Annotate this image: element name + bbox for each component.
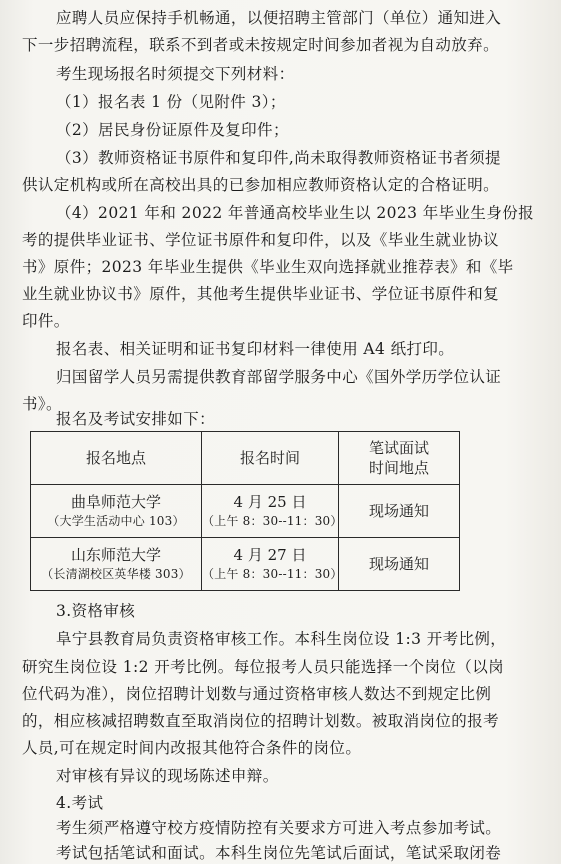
text-line: 考的提供毕业证书、学位证书原件和复印件，以及《毕业生就业协议 (22, 231, 500, 249)
time-note: （上午 8：30--11：30） (202, 567, 343, 581)
schedule-table (30, 431, 460, 591)
text-line: 人员,可在规定时间内改报其他符合条件的岗位。 (22, 739, 362, 757)
text-line: 阜宁县教育局负责资格审核工作。本科生岗位设 1:3 开考比例， (56, 630, 507, 648)
text-line: 下一步招聘流程，联系不到者或未按规定时间参加者视为自动放弃。 (22, 36, 500, 54)
text-line: 应聘人员应保持手机畅通，以便招聘主管部门（单位）通知进入 (56, 9, 502, 27)
time-note: （上午 8：30--11：30） (202, 514, 343, 528)
table-row (31, 538, 460, 591)
place-note: （大学生活动中心 103） (47, 514, 185, 528)
cell-date (202, 538, 343, 591)
place-name: 曲阜师范大学 (70, 493, 161, 511)
text-line: 印件。 (22, 312, 70, 330)
text-line: 对审核有异议的现场陈述申辩。 (56, 767, 279, 785)
cell-date (202, 485, 343, 538)
text-line: 报名及考试安排如下： (56, 410, 216, 428)
text-line: 的，相应核减招聘数直至取消岗位的招聘计划数。被取消岗位的报考 (22, 712, 500, 730)
text-line: （3）教师资格证书原件和复印件,尚未取得教师资格证书者须提 (56, 149, 501, 167)
text-line: 位代码为准），岗位招聘计划数与通过资格审核人数达不到规定比例 (22, 685, 492, 703)
text-line: （1）报名表 1 份（见附件 3）； (56, 93, 286, 111)
text-line: 供认定机构或所在高校出具的已参加相应教师资格认定的合格证明。 (22, 176, 500, 194)
header-date: 报名时间 (202, 432, 339, 485)
text-line: 业生就业协议书》原件，其他考生提供毕业证书、学位证书原件和复 (22, 285, 500, 303)
text-line: 4.考试 (56, 794, 104, 812)
text-line: 归国留学人员另需提供教育部留学服务中心《国外学历学位认证 (56, 368, 502, 386)
cell-venue (339, 485, 460, 538)
cell-place (31, 485, 202, 538)
cell-place (31, 538, 202, 591)
header-venue (339, 432, 460, 485)
text-line: （2）居民身份证原件及复印件； (56, 121, 289, 139)
text-line: 考试包括笔试和面试。本科生岗位先笔试后面试，笔试采取闭卷 (56, 844, 502, 862)
date-text: 4 月 27 日 (233, 546, 307, 564)
date-text: 4 月 25 日 (233, 493, 307, 511)
header-venue-label: 笔试面试 时间地点 (368, 439, 429, 477)
venue-text: 现场通知 (368, 555, 429, 573)
text-line: 研究生岗位设 1:2 开考比例。每位报考人员只能选择一个岗位（以岗 (22, 658, 505, 676)
text-line: 书》原件；2023 年毕业生提供《毕业生双向选择就业推荐表》和《毕 (22, 258, 514, 276)
venue-text: 现场通知 (368, 502, 429, 520)
place-note: （长清湖校区英华楼 303） (41, 567, 191, 581)
header-place: 报名地点 (31, 432, 202, 485)
cell-venue (339, 538, 460, 591)
table-row (31, 485, 460, 538)
text-line: 考生现场报名时须提交下列材料： (56, 65, 295, 83)
place-name: 山东师范大学 (70, 546, 161, 564)
text-line: 考生须严格遵守校方疫情防控有关要求方可进入考点参加考试。 (56, 819, 502, 837)
text-line: 3.资格审核 (56, 602, 136, 620)
text-line: 书》。 (22, 395, 62, 413)
text-line: （4）2021 年和 2022 年普通高校毕业生以 2023 年毕业生身份报 (56, 204, 535, 222)
table-header-row (31, 432, 460, 485)
text-line: 报名表、相关证明和证书复印材料一律使用 A4 纸打印。 (56, 340, 455, 358)
